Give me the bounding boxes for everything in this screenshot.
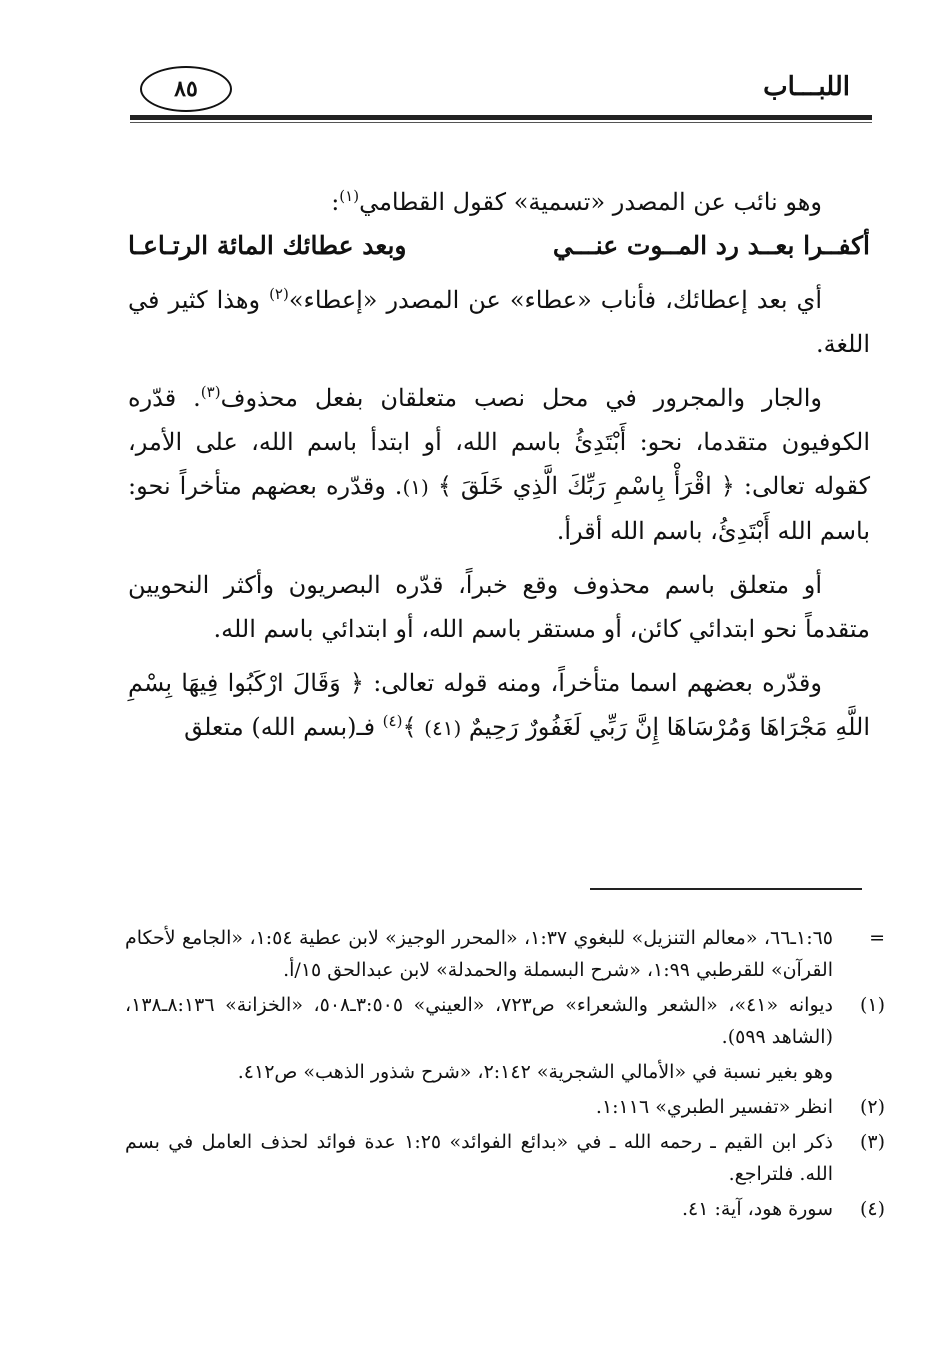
footnote-2 (125, 1091, 885, 1123)
footnote-number: (٣) (859, 1131, 885, 1153)
verse-second-hemistich: وبعد عطائك المائة الرتـاعـا (128, 231, 407, 260)
footnote-text: ذكر ابن القيم ـ رحمه الله ـ في «بدائع الفوائد» ١:٢٥ عدة فوائد لحذف العامل في بسم الله. فلتراجع. (125, 1131, 833, 1185)
footnote-text: ديوانه «٤١»، «الشعر والشعراء» ص٧٢٣، «العيني» ٣:٥٠٥ـ٥٠٨، «الخزانة» ٨:١٣٦ـ١٣٨، (الشاهد ٥٩٩). (125, 994, 834, 1048)
running-title: اللبـــاب (763, 72, 850, 102)
text: . قدّره الكوفيون متقدما، نحو: أَبْتَدِئُ باسم الله، أو ابتدأ باسم الله، على الأمر، كقوله تعالى: ﴿ اقْرَأْ بِاسْمِ رَبِّكَ الَّذِي خَلَقَ ﴾ (128, 384, 871, 500)
text: فـ(بسم الله) متعلق (184, 713, 383, 741)
paragraph (128, 278, 870, 366)
ayah-number: (١) (402, 475, 429, 499)
main-text (128, 180, 870, 750)
page-number: ٨٥ (140, 66, 232, 112)
page-header (130, 62, 870, 117)
footnote-ref: (١) (339, 187, 360, 205)
footnote-text: سورة هود، آية: ٤١. (681, 1198, 833, 1220)
footnote-number: (٤) (859, 1198, 885, 1220)
paragraph (128, 661, 870, 750)
text: أو متعلق باسم محذوف وقع خبراً، قدّره البصريون وأكثر النحويين متقدماً نحو ابتدائي كائن، أو مستقر باسم الله، أو ابتدائي باسم الله. (128, 571, 870, 643)
footnote-3 (125, 1126, 885, 1190)
text: أي بعد إعطائك، فأناب «عطاء» عن المصدر «إعطاء» (288, 286, 823, 314)
footnote-1 (125, 989, 885, 1053)
footnote-text: «الجامع لأحكام القرآن» للقرطبي ١:٩٩، «شرح البسملة والحمدلة» لابن عبدالحق ١٥/أ. (125, 927, 833, 981)
ayah-number: (٤١) (424, 716, 462, 740)
poetry-verse (128, 224, 870, 268)
footnote-text: ١:٦٥ـ٦٦، «معالم التنزيل» للبغوي ١:٣٧، «المحرر الوجيز» لابن عطية ١:٥٤، (249, 927, 834, 949)
footnote-ref: (٤) (382, 712, 403, 730)
paragraph (128, 563, 870, 651)
footnote-1-extra (125, 1056, 885, 1088)
verse-first-hemistich: أكفــرا بعــد رد المــوت عنـــي (552, 231, 870, 260)
text: وقدّره بعضهم اسما متأخراً، ومنه قوله تعالى: ﴿ وَقَالَ ارْكَبُوا فِيهَا بِسْمِ اللَّهِ مَجْرَاهَا وَمُرْسَاهَا إِنَّ رَبِّي لَغَفُورٌ رَحِيمٌ (128, 669, 870, 741)
footnote-ref: (٢) (269, 285, 289, 303)
paragraph (128, 376, 870, 553)
footnotes (125, 922, 885, 1228)
footnote-continuation (125, 922, 885, 986)
footnote-4 (125, 1193, 885, 1225)
footnote-number: (١) (859, 994, 885, 1016)
text: : (331, 188, 340, 216)
text: . وقدّره بعضهم متأخراً نحو: باسم الله أَبْتَدِئُ، باسم الله أقرأ. (128, 472, 870, 545)
paragraph (128, 180, 870, 224)
footnote-text: وهو بغير نسبة في «الأمالي الشجرية» ٢:١٤٢، «شرح شذور الذهب» ص٤١٢. (237, 1061, 833, 1083)
text: ﴾ (402, 713, 425, 741)
header-rule-thin (130, 122, 872, 123)
text: والجار والمجرور في محل نصب متعلقان بفعل محذوف (220, 384, 822, 412)
footnote-separator (590, 888, 862, 890)
header-rule (130, 115, 872, 120)
continuation-marker: = (869, 927, 885, 949)
text: وهو نائب عن المصدر «تسمية» كقول القطامي (359, 188, 822, 216)
footnote-text: انظر «تفسير الطبري» ١:١١٦. (595, 1096, 833, 1118)
text: وهذا كثير في اللغة. (128, 286, 870, 358)
footnote-number: (٢) (859, 1096, 885, 1118)
footnote-ref: (٣) (200, 383, 221, 401)
